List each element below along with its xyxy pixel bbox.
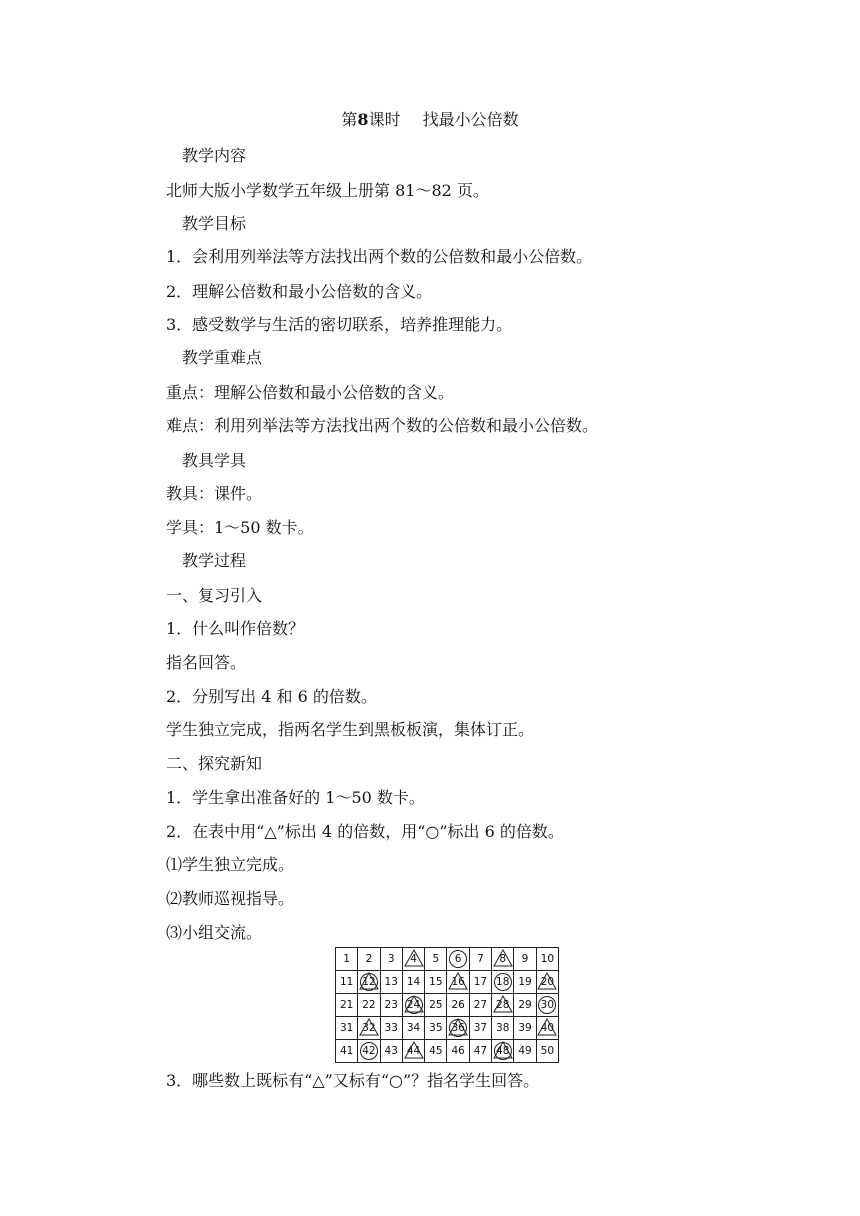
text-line: 1．学生拿出准备好的 1～50 数卡。 [166,788,425,807]
grid-cell [492,1040,514,1063]
text-line: 2．理解公倍数和最小公倍数的含义。 [166,282,433,301]
text-line: 难点：利用列举法等方法找出两个数的公倍数和最小公倍数。 [166,416,599,435]
grid-cell-value: 16 [451,976,465,988]
grid-cell-value: 46 [451,1045,465,1057]
grid-cell-value: 41 [339,1045,354,1057]
grid-row [336,948,559,971]
grid-cell [536,971,558,994]
grid-cell-value: 30 [540,999,555,1011]
grid-cell [425,1040,447,1063]
grid-row [336,971,559,994]
grid-cell-value: 17 [473,976,488,988]
text-line: 学具：1～50 数卡。 [166,518,314,537]
grid-cell-value: 38 [496,1022,510,1034]
grid-cell [358,948,380,971]
grid-cell [358,1040,380,1063]
number-grid [335,947,559,1063]
grid-cell [469,1040,491,1063]
section-heading-process: 教学过程 [182,551,247,570]
grid-cell-value: 5 [432,953,440,965]
grid-cell [492,994,514,1017]
grid-cell [380,1017,402,1040]
grid-cell [447,994,469,1017]
grid-cell-value: 45 [429,1045,443,1057]
grid-cell-value: 27 [473,999,488,1011]
text-line: ⑵教师巡视指导。 [166,889,295,908]
grid-cell [402,1040,424,1063]
grid-cell [425,1017,447,1040]
grid-cell-value: 21 [339,999,354,1011]
grid-cell [402,971,424,994]
grid-cell [447,1040,469,1063]
grid-cell-value: 40 [540,1022,555,1034]
title-lesson-number: 8 [357,110,369,129]
grid-cell [447,948,469,971]
grid-cell-value: 13 [384,976,398,988]
grid-cell-value: 39 [518,1022,532,1034]
grid-cell [536,948,558,971]
grid-cell [469,994,491,1017]
grid-cell-value: 35 [429,1022,443,1034]
text-line: 二、探究新知 [166,754,263,773]
grid-cell-value: 22 [362,999,376,1011]
grid-row [336,994,559,1017]
text-line: 学生独立完成，指两名学生到黑板板演，集体订正。 [166,720,535,739]
grid-cell-value: 18 [496,976,510,988]
grid-cell-value: 9 [521,953,529,965]
section-heading-content: 教学内容 [182,146,247,165]
grid-cell [380,1040,402,1063]
grid-cell [514,948,536,971]
grid-cell-value: 43 [384,1045,398,1057]
grid-cell [380,971,402,994]
grid-cell-value: 34 [406,1022,421,1034]
grid-cell [425,994,447,1017]
grid-cell [514,1017,536,1040]
grid-cell [536,1017,558,1040]
text-line: 1．会利用列举法等方法找出两个数的公倍数和最小公倍数。 [166,247,593,266]
grid-cell-value: 33 [384,1022,398,1034]
grid-cell [336,971,358,994]
grid-cell-value: 49 [518,1045,532,1057]
grid-cell [536,1040,558,1063]
grid-cell [492,1017,514,1040]
grid-cell-value: 12 [362,976,376,988]
grid-cell-value: 4 [410,953,417,965]
text-line: 一、复习引入 [166,586,263,605]
grid-cell-value: 3 [387,953,395,965]
grid-cell-value: 37 [473,1022,488,1034]
text-line: 2．分别写出 4 和 6 的倍数。 [166,687,377,706]
grid-cell-value: 15 [429,976,443,988]
grid-cell [447,1017,469,1040]
section-heading-objectives: 教学目标 [182,214,247,233]
title-topic: 找最小公倍数 [422,110,519,129]
grid-cell [358,994,380,1017]
grid-cell-value: 25 [429,999,443,1011]
grid-cell [469,971,491,994]
grid-cell [492,971,514,994]
grid-cell-value: 10 [540,953,555,965]
grid-cell [380,948,402,971]
grid-cell-value: 42 [362,1045,376,1057]
grid-cell [336,948,358,971]
grid-cell [514,1040,536,1063]
grid-cell-value: 32 [362,1022,376,1034]
text-line: 3．哪些数上既标有“△”又标有“○”？指名学生回答。 [166,1071,540,1090]
section-heading-tools: 教具学具 [182,451,247,470]
grid-cell [425,948,447,971]
text-line: ⑴学生独立完成。 [166,855,295,874]
grid-cell-value: 14 [406,976,421,988]
grid-cell-value: 28 [496,999,510,1011]
grid-cell [514,994,536,1017]
grid-row [336,1040,559,1063]
text-line: ⑶小组交流。 [166,923,263,942]
grid-cell-value: 50 [540,1045,555,1057]
grid-cell-value: 8 [499,953,507,965]
grid-cell [402,994,424,1017]
grid-cell-value: 7 [477,953,484,965]
grid-cell [514,971,536,994]
title-lesson-word: 课时 [368,110,401,129]
grid-cell-value: 31 [339,1022,354,1034]
grid-cell [492,948,514,971]
grid-cell [447,971,469,994]
grid-cell-value: 19 [518,976,532,988]
text-line: 北师大版小学数学五年级上册第 81～82 页。 [166,181,489,200]
title-prefix: 第 [341,110,358,129]
text-line: 指名回答。 [166,653,247,672]
grid-row [336,1017,559,1040]
lesson-title [0,110,860,130]
grid-cell [469,1017,491,1040]
grid-cell [358,1017,380,1040]
section-heading-keypoints: 教学重难点 [182,348,263,367]
text-line: 2．在表中用“△”标出 4 的倍数，用“○”标出 6 的倍数。 [166,822,564,841]
grid-cell-value: 20 [540,976,555,988]
grid-cell [336,1017,358,1040]
grid-cell-value: 2 [365,953,373,965]
grid-cell-value: 29 [518,999,532,1011]
text-line: 3．感受数学与生活的密切联系，培养推理能力。 [166,315,513,334]
grid-cell [425,971,447,994]
grid-cell [380,994,402,1017]
grid-cell [336,994,358,1017]
grid-cell [336,1040,358,1063]
grid-cell-value: 1 [343,953,350,965]
grid-cell-value: 24 [406,999,421,1011]
text-line: 1．什么叫作倍数？ [166,619,305,638]
grid-cell-value: 6 [454,953,462,965]
text-line: 重点：理解公倍数和最小公倍数的含义。 [166,383,455,402]
grid-cell-value: 44 [406,1045,421,1057]
grid-cell-value: 11 [339,976,354,988]
grid-cell [402,948,424,971]
text-line: 教具：课件。 [166,484,263,503]
grid-cell [358,971,380,994]
grid-cell-value: 48 [496,1045,510,1057]
grid-cell-value: 47 [473,1045,488,1057]
grid-cell [536,994,558,1017]
grid-cell [402,1017,424,1040]
grid-cell [469,948,491,971]
grid-cell-value: 36 [451,1022,465,1034]
grid-cell-value: 26 [451,999,465,1011]
grid-cell-value: 23 [384,999,398,1011]
